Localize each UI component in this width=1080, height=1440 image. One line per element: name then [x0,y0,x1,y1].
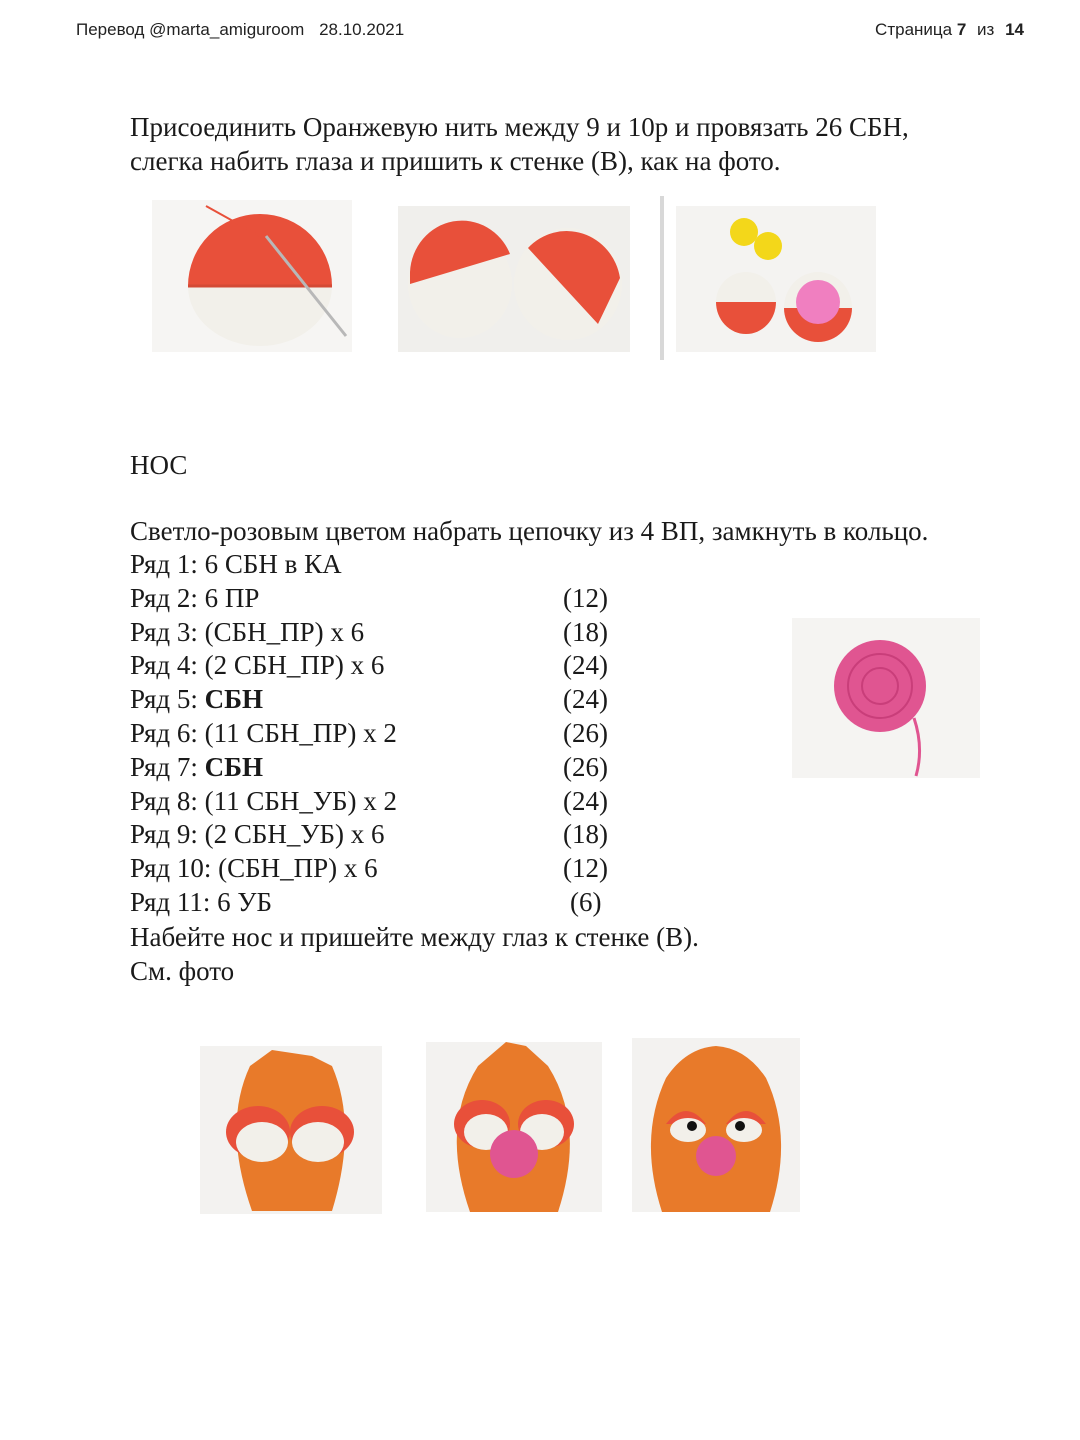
pattern-row-10 [130,852,630,886]
row-label: Ряд 5: [130,684,205,715]
pattern-row-2 [130,582,630,616]
intro-paragraph [130,110,1030,178]
pattern-row-6 [130,717,630,751]
photo-eyes-with-pompoms [676,206,876,352]
page-total: 14 [1005,20,1024,39]
row-label: Ряд 9: (2 СБН_УБ) х 6 [130,819,385,850]
photo-body-with-eyes [192,1036,392,1224]
row-label: Ряд 2: 6 ПР [130,582,260,613]
row-stitch-count: (18) [563,616,608,647]
photo-eye-sewing [146,196,358,356]
row-label: Ряд 3: (СБН_ПР) х 6 [130,616,365,647]
row-label: Ряд 1: 6 СБН в КА [130,549,342,579]
pattern-row-7 [130,751,630,785]
pattern-row-4 [130,649,630,683]
nose-section-title: НОС [130,450,188,480]
pattern-row-9 [130,818,630,852]
translator-credit: Перевод @marta_amiguroom [76,20,305,39]
row-stitch-count: (6) [570,886,602,917]
photo-finished-face [626,1028,806,1220]
pattern-row-1 [130,548,630,582]
photo-two-eyes [398,206,630,352]
page-header [76,18,1024,46]
row-label: Ряд 11: 6 УБ [130,886,273,917]
row-stitch-count: (26) [563,751,608,782]
pattern-row-11 [130,886,630,920]
row-label: Ряд 4: (2 СБН_ПР) х 6 [130,650,385,681]
row-stitch-count: (24) [563,650,608,681]
header-left [76,20,404,40]
row-stitch-count: (26) [563,717,608,748]
row-stitch-count: (18) [563,819,608,850]
intro-line-2: слегка набить глаза и пришить к стенке (В), как на фото. [130,146,781,176]
page-number: 7 [956,20,967,39]
row-label: Ряд 8: (11 СБН_УБ) х 2 [130,785,398,816]
row-stitch-count: (12) [563,853,608,884]
row-stitch-count: (12) [563,582,608,613]
page-indicator [875,20,1024,40]
page-prefix: Страница [875,20,953,39]
nose-closing-text [130,920,699,988]
photo-divider [660,196,664,360]
nose-row-list [130,548,630,920]
pattern-row-3 [130,616,630,650]
pattern-row-8 [130,785,630,819]
nose-instruction: Светло-розовым цветом набрать цепочку из 4 ВП, замкнуть в кольцо. [130,516,929,546]
photo-pink-nose [784,608,988,784]
intro-line-1: Присоединить Оранжевую нить между 9 и 10р и провязать 26 СБН, [130,112,909,142]
pattern-row-5 [130,683,630,717]
photo-body-with-nose [418,1036,610,1220]
row-label: Ряд 10: (СБН_ПР) х 6 [130,853,378,884]
header-date: 28.10.2021 [319,20,405,39]
row-stitch-count: (24) [563,785,608,816]
row-stitch-count: (24) [563,684,608,715]
row-bold-stitch: СБН [204,751,264,782]
row-label: Ряд 7: [130,751,205,782]
closing-line-1: Набейте нос и пришейте между глаз к стенке (В). [130,922,699,952]
row-bold-stitch: СБН [204,684,264,715]
page-separator: из [977,20,995,39]
row-label: Ряд 6: (11 СБН_ПР) х 2 [130,717,397,748]
closing-line-2: См. фото [130,956,235,986]
